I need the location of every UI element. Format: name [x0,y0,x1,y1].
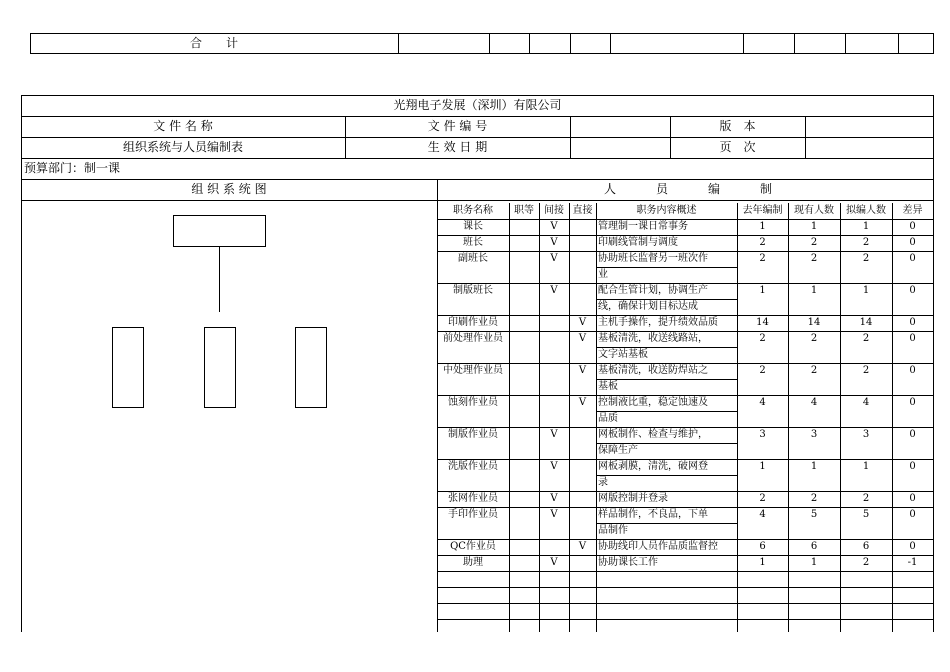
last-year-count: 14 [756,317,769,328]
difference: 0 [909,429,916,440]
current-count: 1 [810,461,818,472]
table-row-line [437,235,933,236]
job-title: QC作业员 [450,541,496,552]
last-year-count: 4 [759,397,766,408]
job-title: 手印作业员 [448,509,498,520]
last-year-count: 2 [759,253,766,264]
planned-count: 6 [862,541,870,552]
org-box-left [112,327,144,408]
company-title: 光翔电子发展（深圳）有限公司 [393,98,562,112]
planned-count: 2 [862,253,870,264]
current-count: 1 [810,285,818,296]
table-header: 现有人数 [794,205,834,216]
difference: 0 [909,221,916,232]
job-description: 管理制一课日常事务 [598,221,688,232]
job-description: 录 [598,477,608,488]
last-year-count: 2 [759,493,766,504]
job-title: 助理 [463,557,483,568]
direct-mark: V [578,397,587,408]
job-description: 基板清洗，收送防焊站之 [598,365,708,376]
current-count: 2 [810,237,818,248]
direct-mark: V [578,541,587,552]
desc-line [596,347,737,348]
table-header: 职务名称 [453,205,493,216]
table-header: 拟编人数 [846,205,886,216]
job-description: 控制液比重，稳定蚀速及 [598,397,708,408]
table-row-line [437,283,933,284]
org-box-right [295,327,327,408]
job-title: 蚀刻作业员 [448,397,498,408]
job-description: 网板制作、检查与维护， [598,429,708,440]
last-year-count: 1 [759,221,766,232]
last-year-count: 1 [759,285,766,296]
planned-count: 1 [862,221,870,232]
job-description: 基板 [598,381,618,392]
staffing-title-char: 制 [759,182,772,196]
indirect-mark: V [550,493,558,504]
page-label: 页 次 [719,140,756,154]
desc-line [596,475,737,476]
job-description: 线，确保计划目标达成 [598,301,698,312]
job-description: 文字站基板 [598,349,648,360]
last-year-count: 4 [759,509,766,520]
difference: 0 [909,541,916,552]
table-row-line [437,427,933,428]
difference: 0 [909,253,916,264]
current-count: 6 [810,541,818,552]
planned-count: 2 [862,557,870,568]
difference: 0 [909,317,916,328]
table-header: 差异 [902,205,923,216]
file-number-label: 文 件 编 号 [427,119,488,133]
difference: -1 [907,557,918,568]
direct-mark: V [578,365,587,376]
table-header: 职务内容概述 [636,205,697,216]
table-col-line [509,203,510,632]
job-title: 洗版作业员 [448,461,498,472]
indirect-mark: V [550,461,558,472]
table-row-line [437,491,933,492]
planned-count: 5 [862,509,870,520]
current-count: 5 [810,509,818,520]
desc-line [596,523,737,524]
org-box-middle [204,327,236,408]
staffing-title-char: 编 [707,182,720,196]
table-header: 直接 [572,205,593,216]
job-title: 制版班长 [453,285,493,296]
current-count: 1 [810,221,818,232]
desc-line [596,411,737,412]
planned-count: 14 [859,317,873,328]
desc-line [596,379,737,380]
job-description: 业 [598,269,608,280]
job-description: 协助课长工作 [598,557,658,568]
job-title: 班长 [463,237,483,248]
job-description: 协助线印人员作品质监督控 [598,541,718,552]
job-description: 网版控制并登录 [598,493,668,504]
table-row-line [437,315,933,316]
org-connector [219,247,220,312]
table-row-line [437,587,933,588]
file-name-value: 组织系统与人员编制表 [122,140,243,154]
current-count: 2 [810,253,818,264]
last-year-count: 6 [759,541,766,552]
table-row-line [437,539,933,540]
job-title: 制版作业员 [448,429,498,440]
job-description: 网板剥膜，清洗，破网登 [598,461,708,472]
last-year-count: 1 [759,461,766,472]
job-description: 协助班长监督另一班次作 [598,253,708,264]
indirect-mark: V [550,285,558,296]
org-box-top [173,215,266,247]
planned-count: 3 [862,429,870,440]
last-year-count: 3 [759,429,766,440]
job-title: 课长 [463,221,483,232]
table-row-line [437,603,933,604]
current-count: 2 [810,493,818,504]
current-count: 4 [810,397,818,408]
table-row-line [437,571,933,572]
staffing-title-char: 人 [603,182,616,196]
job-description: 保障生产 [598,445,638,456]
job-title: 印刷作业员 [448,317,498,328]
difference: 0 [909,333,916,344]
table-col-line [569,203,570,632]
difference: 0 [909,237,916,248]
indirect-mark: V [550,237,558,248]
job-description: 主机手操作，提升绩效品质 [598,317,718,328]
table-row-line [437,619,933,620]
job-description: 品制作 [598,525,628,536]
current-count: 14 [807,317,821,328]
last-year-count: 2 [759,237,766,248]
table-row-line [437,395,933,396]
summary-total-label: 合 计 [189,36,238,50]
indirect-mark: V [550,429,558,440]
planned-count: 1 [862,461,870,472]
table-header: 间接 [544,205,564,216]
difference: 0 [909,285,916,296]
desc-line [596,299,737,300]
table-row-line [437,507,933,508]
planned-count: 2 [862,333,870,344]
current-count: 2 [810,333,818,344]
table-row-line [437,251,933,252]
last-year-count: 2 [759,365,766,376]
job-description: 印刷线管制与调度 [598,237,678,248]
direct-mark: V [578,317,587,328]
indirect-mark: V [550,221,558,232]
indirect-mark: V [550,509,558,520]
table-row-line [437,331,933,332]
file-name-label: 文 件 名 称 [153,119,213,133]
difference: 0 [909,397,916,408]
table-row-line [437,219,933,220]
job-title: 前处理作业员 [443,333,503,344]
table-row-line [437,555,933,556]
job-description: 品质 [598,413,618,424]
table-row-line [437,459,933,460]
table-row-line [437,363,933,364]
planned-count: 2 [862,493,870,504]
version-label: 版 本 [719,119,756,133]
last-year-count: 2 [759,333,766,344]
budget-dept-label: 预算部门：制一课 [24,161,121,175]
indirect-mark: V [550,557,558,568]
planned-count: 2 [862,365,870,376]
job-description: 配合生管计划，协调生产 [598,285,708,296]
effective-date-label: 生 效 日 期 [427,140,488,154]
difference: 0 [909,509,916,520]
job-title: 中处理作业员 [443,365,503,376]
difference: 0 [909,365,916,376]
planned-count: 1 [862,285,870,296]
job-title: 张网作业员 [448,493,498,504]
desc-line [596,443,737,444]
table-header: 职等 [514,205,534,216]
table-header: 去年编制 [742,205,783,216]
org-chart-title: 组 织 系 统 图 [191,182,267,196]
desc-line [596,267,737,268]
current-count: 3 [810,429,818,440]
job-description: 样品制作，不良品，下单 [598,509,708,520]
job-title: 副班长 [458,253,488,264]
indirect-mark: V [550,253,558,264]
staffing-title-char: 员 [655,182,668,196]
job-description: 基板清洗，收送线路站， [598,333,708,344]
planned-count: 2 [862,237,870,248]
last-year-count: 1 [759,557,766,568]
difference: 0 [909,461,916,472]
current-count: 2 [810,365,818,376]
planned-count: 4 [862,397,870,408]
direct-mark: V [578,333,587,344]
current-count: 1 [810,557,818,568]
difference: 0 [909,493,916,504]
